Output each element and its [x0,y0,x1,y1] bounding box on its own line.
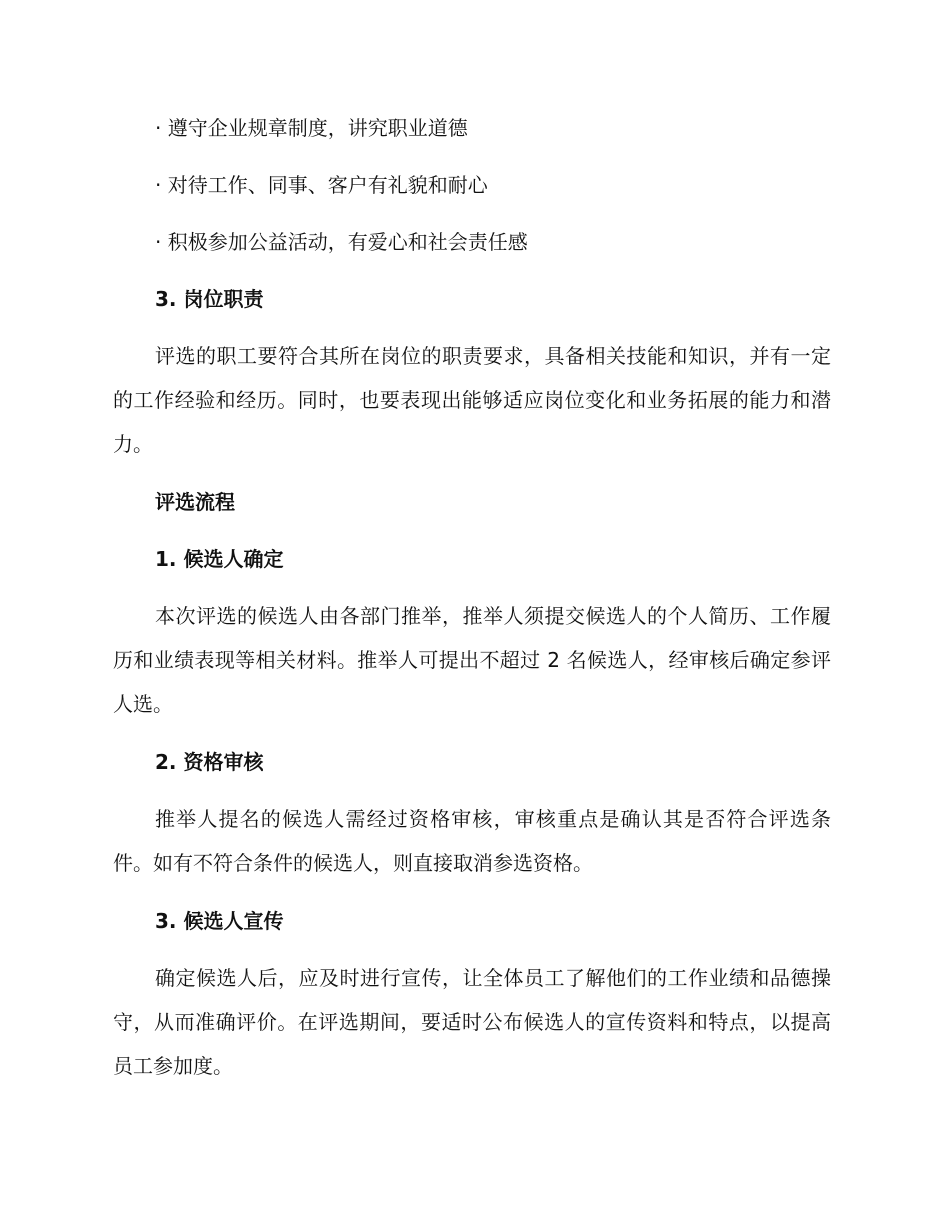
section-heading: 3. 岗位职责 [155,287,264,311]
section-heading: 2. 资格审核 [155,750,264,774]
section-paragraph: 本次评选的候选人由各部门推举，推举人须提交候选人的个人简历、工作履历和业绩表现等相关材料。推举人可提出不超过 2 名候选人，经审核后确定参评人选。 [113,604,831,716]
section-paragraph: 确定候选人后，应及时进行宣传，让全体员工了解他们的工作业绩和品德操守，从而准确评价。在评选期间，要适时公布候选人的宣传资料和特点，以提高员工参加度。 [113,966,831,1078]
section-paragraph: 推举人提名的候选人需经过资格审核，审核重点是确认其是否符合评选条件。如有不符合条件的候选人，则直接取消参选资格。 [113,807,831,875]
process-title: 评选流程 [155,490,235,514]
document-body [113,110,831,1106]
section-paragraph: 评选的职工要符合其所在岗位的职责要求，具备相关技能和知识，并有一定的工作经验和经历。同时，也要表现出能够适应岗位变化和业务拓展的能力和潜力。 [113,344,831,456]
bullet-item: · 对待工作、同事、客户有礼貌和耐心 [155,173,488,197]
section-heading: 1. 候选人确定 [155,547,284,571]
bullet-item: · 积极参加公益活动，有爱心和社会责任感 [155,230,528,254]
bullet-item: · 遵守企业规章制度，讲究职业道德 [155,116,468,140]
section-heading: 3. 候选人宣传 [155,909,284,933]
